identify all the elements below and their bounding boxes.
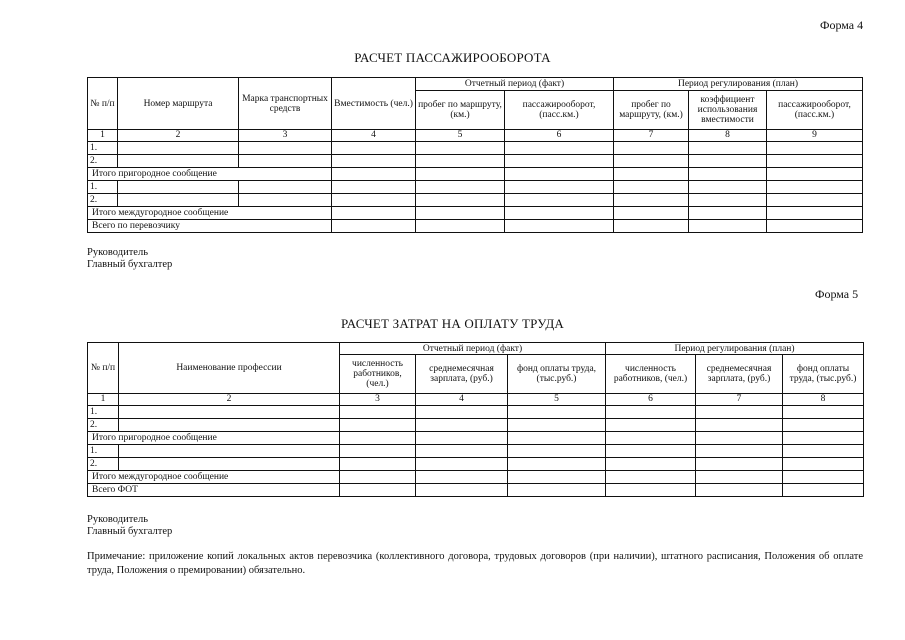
table-cell [614, 168, 689, 181]
form4-signatures [87, 247, 172, 271]
header-brand: Марка транспортных средств [239, 78, 332, 130]
table-cell [340, 484, 416, 497]
table-cell [416, 406, 508, 419]
table-cell [606, 406, 696, 419]
table-cell [508, 445, 606, 458]
table-cell [239, 142, 332, 155]
col-number: 3 [340, 394, 416, 406]
row-number: 2. [88, 155, 118, 168]
table-row [88, 445, 864, 458]
table-cell [332, 194, 416, 207]
header-fact-staff: численность работников, (чел.) [340, 355, 416, 394]
table-row [88, 419, 864, 432]
row-number: 1. [88, 406, 119, 419]
table-cell [614, 155, 689, 168]
col-number: 1 [88, 394, 119, 406]
row-number: 1. [88, 181, 118, 194]
table-cell [508, 432, 606, 445]
col-number: 8 [689, 130, 767, 142]
table-cell [239, 181, 332, 194]
table-cell [119, 406, 340, 419]
table-cell [119, 419, 340, 432]
table-cell [416, 168, 505, 181]
passenger-turnover-table [87, 77, 863, 233]
table-cell [416, 432, 508, 445]
col-number: 8 [783, 394, 864, 406]
table-cell [340, 419, 416, 432]
table-cell [416, 419, 508, 432]
table-cell [118, 155, 239, 168]
form4-label: Форма 4 [820, 18, 864, 32]
col-number: 4 [416, 394, 508, 406]
table-cell [767, 207, 863, 220]
form5-title: РАСЧЕТ ЗАТРАТ НА ОПЛАТУ ТРУДА [341, 316, 564, 331]
signature-accountant: Главный бухгалтер [87, 259, 173, 270]
table-cell [614, 220, 689, 233]
table-cell [606, 432, 696, 445]
carrier-total-label: Всего по перевозчику [88, 220, 332, 233]
table-cell [416, 207, 505, 220]
table-cell [767, 181, 863, 194]
fot-total-label: Всего ФОТ [88, 484, 340, 497]
table-cell [118, 142, 239, 155]
table-cell [783, 406, 864, 419]
table-cell [689, 194, 767, 207]
table-cell [696, 458, 783, 471]
table-cell [416, 484, 508, 497]
table-cell [783, 419, 864, 432]
table-cell [119, 458, 340, 471]
col-number: 7 [614, 130, 689, 142]
table-cell [508, 406, 606, 419]
table-cell [508, 484, 606, 497]
table-cell [689, 181, 767, 194]
table-cell [689, 207, 767, 220]
table-cell [783, 432, 864, 445]
header-fact-turnover: пассажирооборот, (пасс.км.) [505, 91, 614, 130]
form5-signatures [87, 514, 172, 538]
table-cell [696, 484, 783, 497]
header-plan-mileage: пробег по маршруту, (км.) [614, 91, 689, 130]
table-row [88, 181, 863, 194]
table-cell [332, 155, 416, 168]
table-cell [783, 484, 864, 497]
table-cell [767, 155, 863, 168]
table-cell [767, 220, 863, 233]
col-number: 7 [696, 394, 783, 406]
form5-label: Форма 5 [815, 287, 859, 301]
row-number: 2. [88, 419, 119, 432]
header-plan-group: Период регулирования (план) [614, 78, 863, 91]
table-cell [505, 194, 614, 207]
col-number: 6 [606, 394, 696, 406]
table-cell [332, 181, 416, 194]
header-capacity: Вместимость (чел.) [332, 78, 416, 130]
table-cell [696, 432, 783, 445]
table-row [88, 168, 863, 181]
table-cell [505, 220, 614, 233]
header-no: № п/п [88, 78, 118, 130]
row-number: 2. [88, 194, 118, 207]
table-row [88, 432, 864, 445]
table-cell [505, 207, 614, 220]
table-cell [606, 471, 696, 484]
header-plan-staff: численность работников, (чел.) [606, 355, 696, 394]
signature-accountant: Главный бухгалтер [87, 526, 173, 537]
table-cell [239, 194, 332, 207]
table-cell [340, 471, 416, 484]
table-row [88, 155, 863, 168]
header-fact-group: Отчетный период (факт) [416, 78, 614, 91]
col-number: 3 [239, 130, 332, 142]
table-cell [416, 445, 508, 458]
col-number: 9 [767, 130, 863, 142]
header-plan-fund: фонд оплаты труда, (тыс.руб.) [783, 355, 864, 394]
table-cell [606, 458, 696, 471]
intercity-total-label: Итого междугородное сообщение [88, 207, 332, 220]
table-cell [614, 194, 689, 207]
table-cell [767, 142, 863, 155]
table-cell [606, 445, 696, 458]
signature-head: Руководитель [87, 514, 148, 525]
table-row [88, 207, 863, 220]
table-cell [696, 445, 783, 458]
table-row [88, 471, 864, 484]
table-cell [505, 142, 614, 155]
table-cell [689, 168, 767, 181]
header-fact-salary: среднемесячная зарплата, (руб.) [416, 355, 508, 394]
table-cell [505, 181, 614, 194]
footnote: Примечание: приложение копий локальных актов перевозчика (коллективного договора, трудовых договоров (при наличии), штатного расписания, Положения об оплате труда, Положения о премировании) обязательно. [87, 551, 863, 576]
labor-cost-table [87, 342, 864, 497]
table-row [88, 458, 864, 471]
table-cell [767, 194, 863, 207]
table-cell [416, 155, 505, 168]
row-number: 2. [88, 458, 119, 471]
table-cell [505, 155, 614, 168]
table-cell [783, 471, 864, 484]
table-cell [689, 142, 767, 155]
table-cell [416, 220, 505, 233]
table-cell [689, 155, 767, 168]
table-cell [505, 168, 614, 181]
table-cell [783, 445, 864, 458]
table-cell [332, 168, 416, 181]
table-cell [340, 458, 416, 471]
col-number: 4 [332, 130, 416, 142]
suburban-total-label: Итого пригородное сообщение [88, 168, 332, 181]
header-route: Номер маршрута [118, 78, 239, 130]
table-cell [332, 142, 416, 155]
table-cell [614, 181, 689, 194]
table-cell [332, 220, 416, 233]
table-cell [606, 419, 696, 432]
table-cell [118, 194, 239, 207]
table-cell [340, 432, 416, 445]
table-cell [689, 220, 767, 233]
table-cell [696, 406, 783, 419]
table-cell [118, 181, 239, 194]
table-cell [508, 419, 606, 432]
table-cell [508, 471, 606, 484]
col-number: 5 [508, 394, 606, 406]
col-number: 2 [118, 130, 239, 142]
table-cell [416, 142, 505, 155]
table-cell [508, 458, 606, 471]
table-cell [614, 207, 689, 220]
table-cell [783, 458, 864, 471]
table-cell [340, 445, 416, 458]
table-cell [119, 445, 340, 458]
header-plan-group: Период регулирования (план) [606, 343, 864, 355]
table-row [88, 406, 864, 419]
signature-head: Руководитель [87, 247, 148, 258]
table-cell [614, 142, 689, 155]
table-cell [606, 484, 696, 497]
table-row [88, 220, 863, 233]
header-plan-salary: среднемесячная зарплата, (руб.) [696, 355, 783, 394]
row-number: 1. [88, 142, 118, 155]
header-plan-turnover: пассажирооборот, (пасс.км.) [767, 91, 863, 130]
table-cell [332, 207, 416, 220]
col-number: 6 [505, 130, 614, 142]
table-cell [416, 458, 508, 471]
header-fact-group: Отчетный период (факт) [340, 343, 606, 355]
form4-title: РАСЧЕТ ПАССАЖИРООБОРОТА [354, 50, 551, 65]
table-cell [767, 168, 863, 181]
table-row [88, 194, 863, 207]
header-plan-coef: коэффициент использования вместимости [689, 91, 767, 130]
table-cell [239, 155, 332, 168]
table-cell [696, 419, 783, 432]
suburban-total-label: Итого пригородное сообщение [88, 432, 340, 445]
header-no: № п/п [88, 343, 119, 394]
table-cell [416, 181, 505, 194]
intercity-total-label: Итого междугородное сообщение [88, 471, 340, 484]
col-number: 1 [88, 130, 118, 142]
table-row [88, 484, 864, 497]
table-cell [696, 471, 783, 484]
table-row [88, 142, 863, 155]
col-number: 2 [119, 394, 340, 406]
table-cell [340, 406, 416, 419]
header-fact-mileage: пробег по маршруту, (км.) [416, 91, 505, 130]
header-profession: Наименование профессии [119, 343, 340, 394]
col-number: 5 [416, 130, 505, 142]
header-fact-fund: фонд оплаты труда, (тыс.руб.) [508, 355, 606, 394]
table-cell [416, 194, 505, 207]
row-number: 1. [88, 445, 119, 458]
table-cell [416, 471, 508, 484]
